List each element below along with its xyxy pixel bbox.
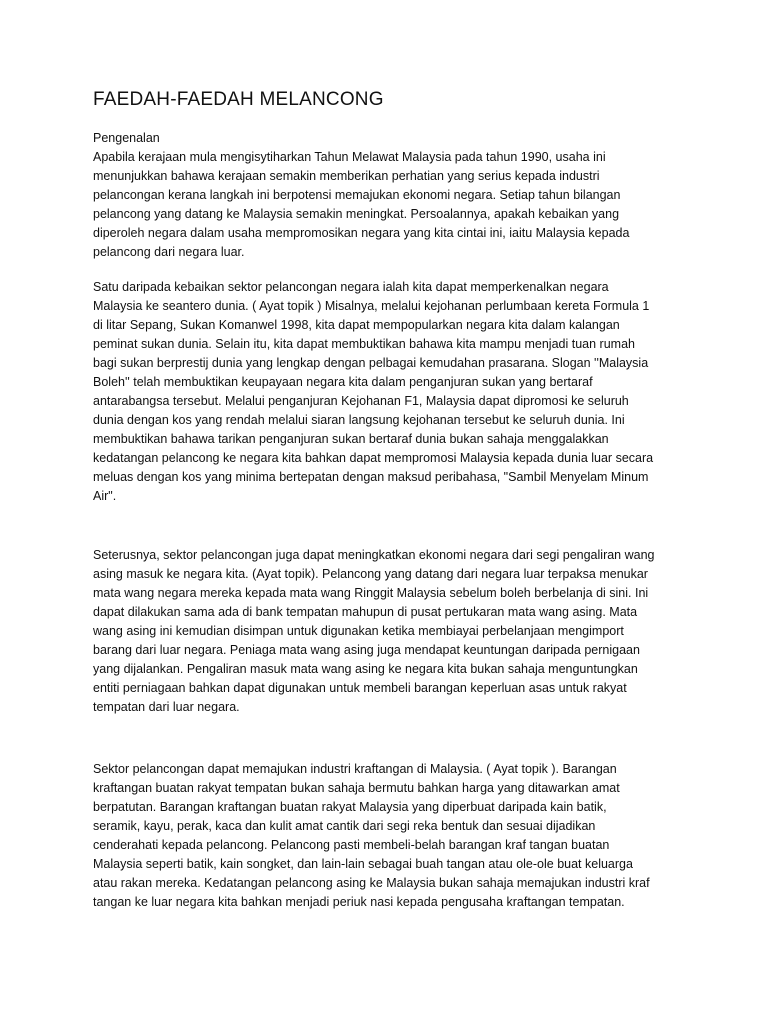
text-line: cenderahati kepada pelancong. Pelancong pasti membeli-belah barangan kraf tangan buatan — [93, 838, 610, 852]
text-line: Air". — [93, 489, 117, 503]
text-line: wang asing ini kemudian disimpan untuk digunakan ketika membiayai perbelanjaan mengimport — [93, 624, 624, 638]
text-line: barang dari luar negara. Peniaga mata wang asing juga mendapat keuntungan daripada pernigaan — [93, 643, 640, 657]
text-line: meluas dengan kos yang minima bertepatan dengan maksud peribahasa, "Sambil Menyelam Minum — [93, 470, 649, 484]
text-line: peminat sukan dunia. Selain itu, kita dapat membuktikan bahawa kita mampu menjadi tuan rumah — [93, 337, 635, 351]
intro-heading: Pengenalan — [93, 131, 160, 145]
paragraph-1 — [93, 278, 683, 506]
text-line: dapat dilakukan sama ada di bank tempatan mahupun di pusat pertukaran mata wang asing. Mata — [93, 605, 638, 619]
intro-paragraph — [93, 148, 683, 262]
text-line: kraftangan buatan rakyat tempatan bukan sahaja bermutu bahkan harga yang ditawarkan amat — [93, 781, 620, 795]
text-line: atau rakan mereka. Kedatangan pelancong asing ke Malaysia bukan sahaja memajukan industri kraf — [93, 876, 650, 890]
text-line: seramik, kayu, perak, kaca dan kulit amat cantik dari segi reka bentuk dan sesuai dijadikan — [93, 819, 596, 833]
text-line: pelancongan kerana langkah ini berpotensi memajukan ekonomi negara. Setiap tahun bilangan — [93, 188, 621, 202]
text-line: menunjukkan bahawa kerajaan semakin memberikan perhatian yang serius kepada industri — [93, 169, 600, 183]
paragraph-3 — [93, 760, 683, 912]
text-line: berpatutan. Barangan kraftangan buatan rakyat Malaysia yang diperbuat daripada kain batik, — [93, 800, 607, 814]
text-line: membuktikan bahawa tarikan penganjuran sukan bertaraf dunia bukan sahaja menggalakkan — [93, 432, 609, 446]
text-line: tempatan dari luar negara. — [93, 700, 240, 714]
text-line: Malaysia seperti batik, kain songket, dan lain-lain sebagai buah tangan atau ole-ole buat keluarga — [93, 857, 633, 871]
text-line: entiti perniagaan bahkan dapat digunakan untuk membeli barangan keperluan asas untuk rakyat — [93, 681, 627, 695]
text-line: pelancong dari negara luar. — [93, 245, 245, 259]
text-line: di litar Sepang, Sukan Komanwel 1998, kita dapat mempopularkan negara kita dalam kalangan — [93, 318, 620, 332]
text-line: yang dijalankan. Pengaliran masuk mata wang asing ke negara kita bukan sahaja menguntungkan — [93, 662, 638, 676]
text-line: Boleh'' telah membuktikan keupayaan negara kita dalam penganjuran sukan yang bertaraf — [93, 375, 593, 389]
text-line: Seterusnya, sektor pelancongan juga dapat meningkatkan ekonomi negara dari segi pengaliran wang — [93, 548, 655, 562]
text-line: asing masuk ke negara kita. (Ayat topik). Pelancong yang datang dari negara luar terpaksa menukar — [93, 567, 648, 581]
text-line: Malaysia ke seantero dunia. ( Ayat topik ) Misalnya, melalui kejohanan perlumbaan kereta Formula 1 — [93, 299, 650, 313]
intro-section — [93, 129, 683, 262]
text-line: antarabangsa tersebut. Melalui penganjuran Kejohanan F1, Malaysia dapat dipromosi ke seluruh — [93, 394, 629, 408]
text-line: dunia dengan kos yang rendah melalui siaran langsung kejohanan tersebut ke seluruh dunia. Ini — [93, 413, 625, 427]
text-line: pelancong yang datang ke Malaysia semakin meningkat. Persoalannya, apakah kebaikan yang — [93, 207, 620, 221]
paragraph-2 — [93, 546, 683, 717]
text-line: Sektor pelancongan dapat memajukan industri kraftangan di Malaysia. ( Ayat topik ). Barangan — [93, 762, 617, 776]
text-line: diperoleh negara dalam usaha mempromosikan negara yang kita cintai ini, iaitu Malaysia kepada — [93, 226, 630, 240]
text-line: kedatangan pelancong ke negara kita bahkan dapat mempromosi Malaysia kepada dunia luar secara — [93, 451, 654, 465]
text-line: Apabila kerajaan mula mengisytiharkan Tahun Melawat Malaysia pada tahun 1990, usaha ini — [93, 150, 606, 164]
text-line: bagi sukan berprestij dunia yang lengkap dengan pelbagai kemudahan prasarana. Slogan ''Malaysia — [93, 356, 649, 370]
document-title: FAEDAH-FAEDAH MELANCONG — [93, 89, 384, 110]
text-line: Satu daripada kebaikan sektor pelancongan negara ialah kita dapat memperkenalkan negara — [93, 280, 609, 294]
text-line: tangan ke luar negara kita bahkan menjadi periuk nasi kepada pengusaha kraftangan tempatan. — [93, 895, 625, 909]
text-line: mata wang negara mereka kepada mata wang Ringgit Malaysia sebelum boleh berbelanja di sini. Ini — [93, 586, 649, 600]
